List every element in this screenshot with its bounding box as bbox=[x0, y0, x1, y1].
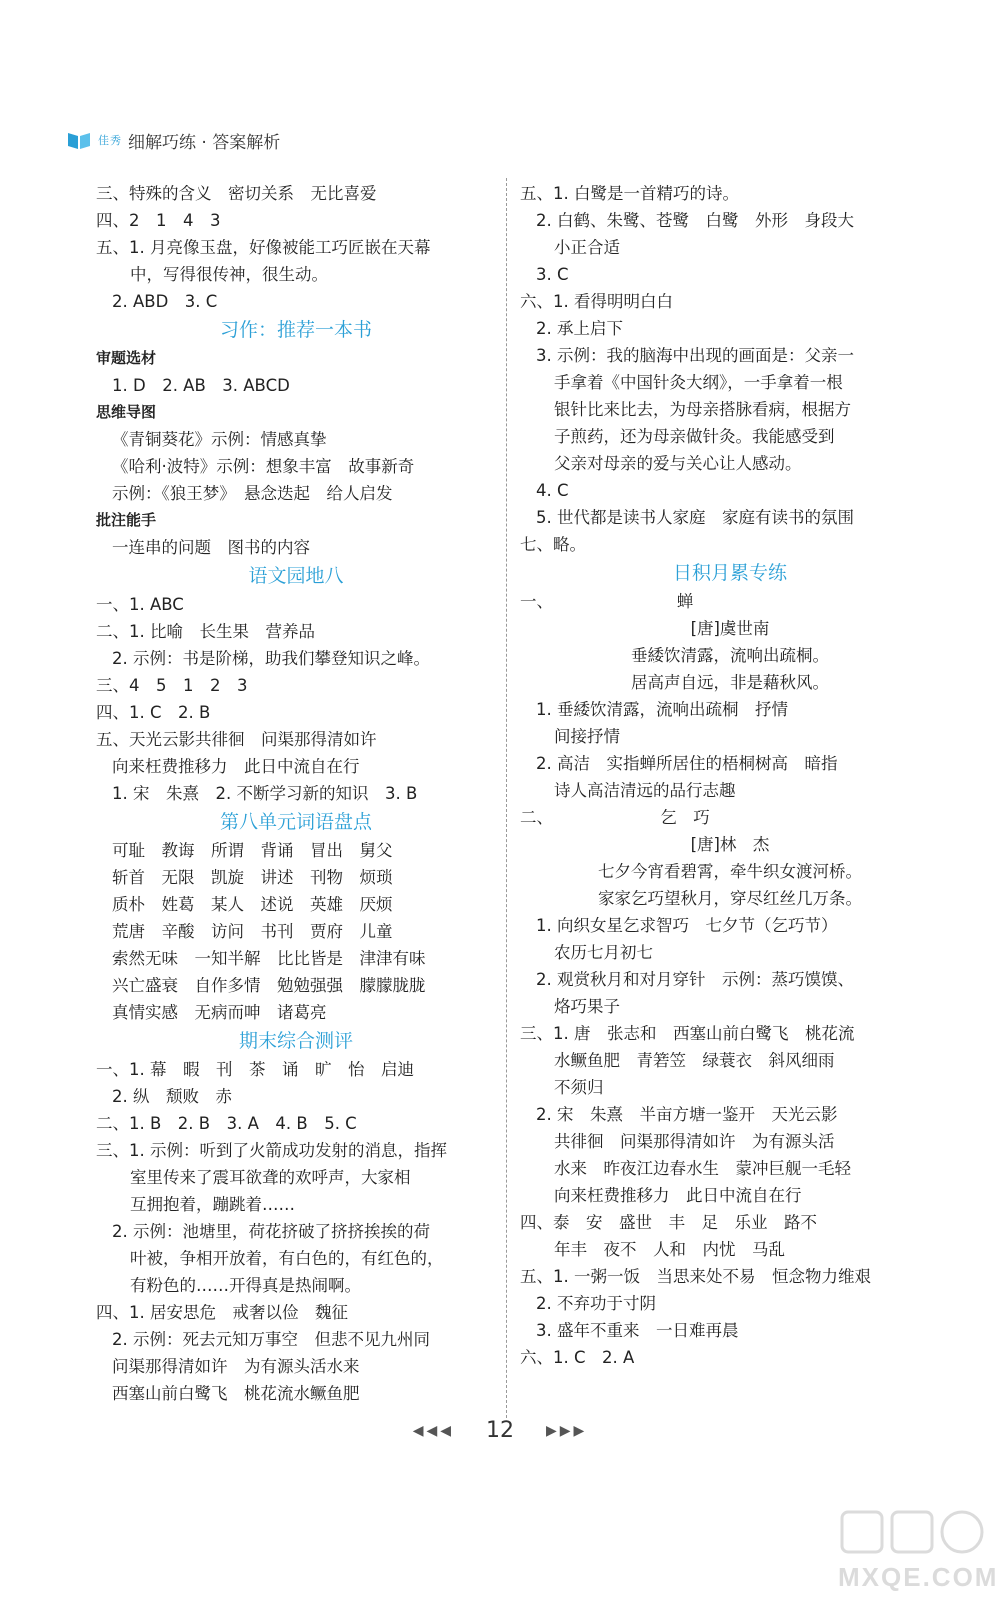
answer-line: 七、略。 bbox=[520, 535, 586, 554]
answer-line: 3. C bbox=[536, 265, 569, 284]
answer-line: 七夕今宵看碧霄，牵牛织女渡河桥。 bbox=[598, 862, 862, 881]
answer-line: 西塞山前白鹭飞 桃花流水鳜鱼肥 bbox=[112, 1384, 360, 1403]
answer-line: 家家乞巧望秋月，穿尽红丝几万条。 bbox=[598, 889, 862, 908]
book-logo-icon bbox=[66, 129, 92, 151]
section-heading: 第八单元词语盘点 bbox=[219, 811, 372, 833]
answer-line: 小正合适 bbox=[554, 238, 620, 257]
answer-line: 子煎药，还为母亲做针灸。我能感受到 bbox=[554, 427, 835, 446]
answer-line: 向来枉费推移力 此日中流自在行 bbox=[112, 757, 360, 776]
answer-line: 五、天光云影共徘徊 问渠那得清如许 bbox=[96, 730, 377, 749]
answer-line: 2. 宋 朱熹 半亩方塘一鉴开 天光云影 bbox=[536, 1105, 838, 1124]
subsection-label: 批注能手 bbox=[96, 511, 157, 529]
answer-line: 六、1. C 2. A bbox=[520, 1348, 635, 1367]
answer-line: 父亲对母亲的爱与关心让人感动。 bbox=[554, 454, 802, 473]
left-answer-column bbox=[96, 180, 496, 1407]
answer-line: 诗人高洁清远的品行志趣 bbox=[554, 781, 736, 800]
answer-line: 三、1. 唐 张志和 西塞山前白鹭飞 桃花流 bbox=[520, 1024, 855, 1043]
answer-line: 水鳜鱼肥 青箬笠 绿蓑衣 斜风细雨 bbox=[554, 1051, 835, 1070]
answer-line: 2. ABD 3. C bbox=[112, 292, 218, 311]
answer-line: 2. 不弃功于寸阴 bbox=[536, 1294, 656, 1313]
answer-line: 叶被，争相开放着，有白色的，有红色的， bbox=[130, 1249, 444, 1268]
answer-line: 室里传来了震耳欲聋的欢呼声，大家相 bbox=[130, 1168, 411, 1187]
answer-line: 五、1. 一粥一饭 当思来处不易 恒念物力维艰 bbox=[520, 1267, 871, 1286]
page-footer bbox=[0, 1418, 1000, 1443]
answer-line: 《青铜葵花》示例：情感真挚 bbox=[112, 430, 327, 449]
answer-line: 三、4 5 1 2 3 bbox=[96, 676, 248, 695]
answer-line: 2. 示例：书是阶梯，助我们攀登知识之峰。 bbox=[112, 649, 430, 668]
answer-line: 共徘徊 问渠那得清如许 为有源头活 bbox=[554, 1132, 835, 1151]
page-header bbox=[66, 128, 280, 152]
answer-line: 一、 蝉 bbox=[520, 592, 694, 611]
answer-line: 中，写得很传神，很生动。 bbox=[130, 265, 328, 284]
answer-line: 3. 示例：我的脑海中出现的画面是：父亲一 bbox=[536, 346, 854, 365]
answer-line: 二、1. B 2. B 3. A 4. B 5. C bbox=[96, 1114, 357, 1133]
answer-line: 居高声自远，非是藉秋风。 bbox=[631, 673, 829, 692]
answer-line: 4. C bbox=[536, 481, 569, 500]
right-answer-column bbox=[520, 180, 940, 1371]
section-heading: 习作：推荐一本书 bbox=[219, 319, 372, 341]
answer-line: 示例：《狼王梦》 悬念迭起 给人启发 bbox=[112, 484, 393, 503]
answer-line: 六、1. 看得明明白白 bbox=[520, 292, 673, 311]
answer-line: 2. 白鹤、朱鹭、苍鹭 白鹭 外形 身段大 bbox=[536, 211, 854, 230]
answer-line: 1. 垂緌饮清露，流响出疏桐 抒情 bbox=[536, 700, 788, 719]
answer-line: 烙巧果子 bbox=[554, 997, 620, 1016]
answer-line: 年丰 夜不 人和 内忧 马乱 bbox=[554, 1240, 785, 1259]
answer-line: 2. 示例：死去元知万事空 但悲不见九州同 bbox=[112, 1330, 430, 1349]
subsection-label: 思维导图 bbox=[96, 403, 157, 421]
watermark-text: MXQE.COM bbox=[838, 1562, 999, 1592]
section-heading: 期末综合测评 bbox=[238, 1030, 353, 1052]
answer-line: 农历七月初七 bbox=[554, 943, 653, 962]
answer-line: 四、1. 居安思危 戒奢以俭 魏征 bbox=[96, 1303, 348, 1322]
answer-line: 2. 示例：池塘里，荷花挤破了挤挤挨挨的荷 bbox=[112, 1222, 430, 1241]
answer-line: 间接抒情 bbox=[554, 727, 620, 746]
answer-line: 2. 承上启下 bbox=[536, 319, 623, 338]
answer-line: 1. D 2. AB 3. ABCD bbox=[112, 376, 290, 395]
answer-line: 五、1. 白鹭是一首精巧的诗。 bbox=[520, 184, 739, 203]
prev-arrows-icon: ◀◀◀ bbox=[412, 1422, 454, 1439]
answer-line: 兴亡盛衰 自作多情 勉勉强强 朦朦胧胧 bbox=[112, 976, 426, 995]
header-title: 细解巧练 · 答案解析 bbox=[128, 132, 281, 153]
answer-line: 2. 观赏秋月和对月穿针 示例：蒸巧馍馍、 bbox=[536, 970, 854, 989]
answer-line: 二、 乞 巧 bbox=[520, 808, 710, 827]
answer-line: 三、特殊的含义 密切关系 无比喜爱 bbox=[96, 184, 377, 203]
answer-line: 向来枉费推移力 此日中流自在行 bbox=[554, 1186, 802, 1205]
answer-line: 四、2 1 4 3 bbox=[96, 211, 221, 230]
answer-line: 荒唐 辛酸 访问 书刊 贾府 儿童 bbox=[112, 922, 393, 941]
answer-line: 一连串的问题 图书的内容 bbox=[112, 538, 310, 557]
next-arrows-icon: ▶▶▶ bbox=[546, 1422, 588, 1439]
answer-line: 2. 高洁 实指蝉所居住的梧桐树高 暗指 bbox=[536, 754, 838, 773]
answer-line: 一、1. ABC bbox=[96, 595, 184, 614]
answer-line: 五、1. 月亮像玉盘，好像被能工巧匠嵌在天幕 bbox=[96, 238, 431, 257]
answer-line: 3. 盛年不重来 一日难再晨 bbox=[536, 1321, 739, 1340]
subsection-label: 审题选材 bbox=[96, 349, 157, 367]
answer-line: 索然无味 一知半解 比比皆是 津津有味 bbox=[112, 949, 426, 968]
answer-line: 有粉色的……开得真是热闹啊。 bbox=[130, 1276, 361, 1295]
answer-line: 一、1. 幕 暇 刊 茶 诵 旷 怡 启迪 bbox=[96, 1060, 414, 1079]
answer-line: 2. 纵 颓败 赤 bbox=[112, 1087, 232, 1106]
page-number: 12 bbox=[486, 1418, 514, 1443]
answer-line: 真情实感 无病而呻 诸葛亮 bbox=[112, 1003, 327, 1022]
answer-line: 四、泰 安 盛世 丰 足 乐业 路不 bbox=[520, 1213, 817, 1232]
answer-line: 1. 宋 朱熹 2. 不断学习新的知识 3. B bbox=[112, 784, 418, 803]
watermark-logo bbox=[838, 1508, 999, 1592]
section-heading: 日积月累专练 bbox=[672, 562, 787, 584]
answer-line: 斩首 无限 凯旋 讲述 刊物 烦琐 bbox=[112, 868, 393, 887]
answer-line: 垂緌饮清露，流响出疏桐。 bbox=[631, 646, 829, 665]
brand-name: 佳秀 bbox=[98, 134, 122, 147]
answer-line: 银针比来比去，为母亲搭脉看病，根据方 bbox=[554, 400, 851, 419]
answer-line: 《哈利·波特》示例：想象丰富 故事新奇 bbox=[112, 457, 415, 476]
answer-line: 手拿着《中国针灸大纲》，一手拿着一根 bbox=[554, 373, 843, 392]
answer-line: 三、1. 示例：听到了火箭成功发射的消息，指挥 bbox=[96, 1141, 447, 1160]
answer-line: 水来 昨夜江边春水生 蒙冲巨舰一毛轻 bbox=[554, 1159, 851, 1178]
column-divider bbox=[506, 178, 507, 1418]
answer-line: [唐]林 杰 bbox=[690, 835, 770, 854]
answer-line: 二、1. 比喻 长生果 营养品 bbox=[96, 622, 315, 641]
answer-line: 互拥抱着，蹦跳着…… bbox=[130, 1195, 295, 1214]
watermark-seal-icon bbox=[838, 1508, 988, 1558]
answer-line: 四、1. C 2. B bbox=[96, 703, 211, 722]
answer-line: 1. 向织女星乞求智巧 七夕节（乞巧节） bbox=[536, 916, 838, 935]
answer-line: 不须归 bbox=[554, 1078, 604, 1097]
answer-line: 可耻 教诲 所谓 背诵 冒出 舅父 bbox=[112, 841, 393, 860]
section-heading: 语文园地八 bbox=[248, 565, 344, 587]
answer-line: [唐]虞世南 bbox=[690, 619, 770, 638]
answer-line: 问渠那得清如许 为有源头活水来 bbox=[112, 1357, 360, 1376]
answer-line: 5. 世代都是读书人家庭 家庭有读书的氛围 bbox=[536, 508, 854, 527]
answer-line: 质朴 姓葛 某人 述说 英雄 厌烦 bbox=[112, 895, 393, 914]
